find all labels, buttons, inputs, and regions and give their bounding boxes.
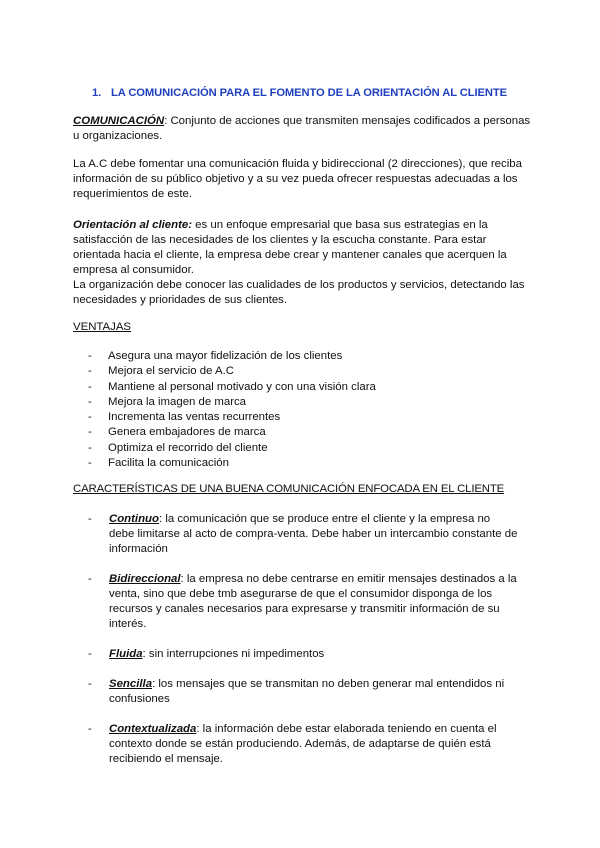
list-item-text: Asegura una mayor fidelización de los clientes [108, 350, 343, 362]
list-item [88, 380, 376, 395]
list-item-text: Optimiza el recorrido del cliente [108, 441, 268, 454]
bullet-dash: - [88, 426, 92, 439]
list-item [88, 425, 376, 440]
characteristic-text: : sin interrupciones ni impedimentos [142, 648, 325, 660]
characteristic-text: : la información debe estar elaborada teniendo en cuenta el contexto donde se están produciendo. Además, de adaptarse de quién está recibiendo el mensaje. [109, 723, 497, 765]
comunicacion-text: : Conjunto de acciones que transmiten mensajes codificados a personas u organizaciones. [73, 115, 531, 142]
orientacion-term: Orientación al cliente: [73, 219, 193, 231]
list-item-text: Mejora la imagen de marca [108, 395, 247, 408]
characteristic-text: : los mensajes que se transmitan no deben generar mal entendidos ni confusiones [109, 678, 505, 705]
bullet-dash: - [88, 411, 92, 424]
heading-text: LA COMUNICACIÓN PARA EL FOMENTO DE LA ORIENTACIÓN AL CLIENTE [111, 87, 507, 99]
bullet-dash: - [88, 395, 92, 408]
list-item-text: Mejora el servicio de A.C [108, 365, 234, 378]
list-item [88, 456, 376, 471]
orientacion-text: es un enfoque empresarial que basa sus estrategias en la satisfacción de las necesidades de los clientes y la escucha constante. Para estar orientada hacia el cliente, la empresa debe crear y mantener canales que acerquen la empresa al consumidor. [73, 219, 507, 276]
characteristic-term: Contextualizada [109, 723, 197, 735]
section-heading [92, 86, 532, 101]
list-item [88, 364, 376, 379]
organizacion-paragraph: La organización debe conocer las cualidades de los productos y servicios, detectando las necesidades y prioridades de sus clientes. [73, 279, 525, 306]
characteristic-term: Fluida [109, 648, 143, 660]
caracteristicas-list [88, 512, 518, 782]
characteristic-term: Bidireccional [109, 573, 181, 585]
bullet-dash: - [88, 678, 92, 690]
list-item [88, 722, 518, 767]
ventajas-list [88, 349, 376, 471]
list-item-text: Incrementa las ventas recurrentes [108, 411, 281, 424]
bullet-dash: - [88, 513, 92, 525]
bullet-dash: - [88, 365, 92, 378]
list-item [88, 410, 376, 425]
list-item [88, 441, 376, 456]
characteristic-text: : la comunicación que se produce entre el cliente y la empresa no debe limitarse al acto de compra-venta. Debe haber un intercambio constante de información [109, 513, 518, 555]
comunicacion-definition [73, 114, 535, 144]
characteristic-term: Continuo [109, 513, 159, 525]
ventajas-title: VENTAJAS [73, 321, 132, 333]
list-item [88, 512, 518, 557]
heading-number: 1. [92, 87, 102, 99]
comunicacion-term: COMUNICACIÓN [73, 115, 165, 127]
list-item-text: Genera embajadores de marca [108, 426, 266, 439]
characteristic-text: : la empresa no debe centrarse en emitir mensajes destinados a la venta, sino que debe tmb asegurarse de que el consumidor disponga de los recursos y canales necesarios para expresarse y transmitir información de su interés. [109, 573, 517, 630]
bullet-dash: - [88, 441, 92, 454]
ac-paragraph: La A.C debe fomentar una comunicación fluida y bidireccional (2 direcciones), que reciba información de su público objetivo y a su vez pueda ofrecer respuestas adecuadas a los requerimientos de este. [73, 158, 522, 200]
bullet-dash: - [88, 457, 92, 470]
characteristic-term: Sencilla [109, 678, 153, 690]
list-item-text: Facilita la comunicación [108, 457, 229, 470]
list-item [88, 677, 518, 707]
bullet-dash: - [88, 648, 92, 660]
list-item [88, 349, 376, 364]
list-item [88, 395, 376, 410]
bullet-dash: - [88, 723, 92, 735]
bullet-dash: - [88, 380, 92, 393]
orientacion-definition [73, 218, 535, 308]
bullet-dash: - [88, 350, 92, 362]
list-item [88, 647, 518, 662]
list-item [88, 572, 518, 632]
list-item-text: Mantiene al personal motivado y con una visión clara [108, 380, 376, 393]
bullet-dash: - [88, 573, 92, 585]
caracteristicas-title: CARACTERÍSTICAS DE UNA BUENA COMUNICACIÓN ENFOCADA EN EL CLIENTE [73, 483, 505, 495]
